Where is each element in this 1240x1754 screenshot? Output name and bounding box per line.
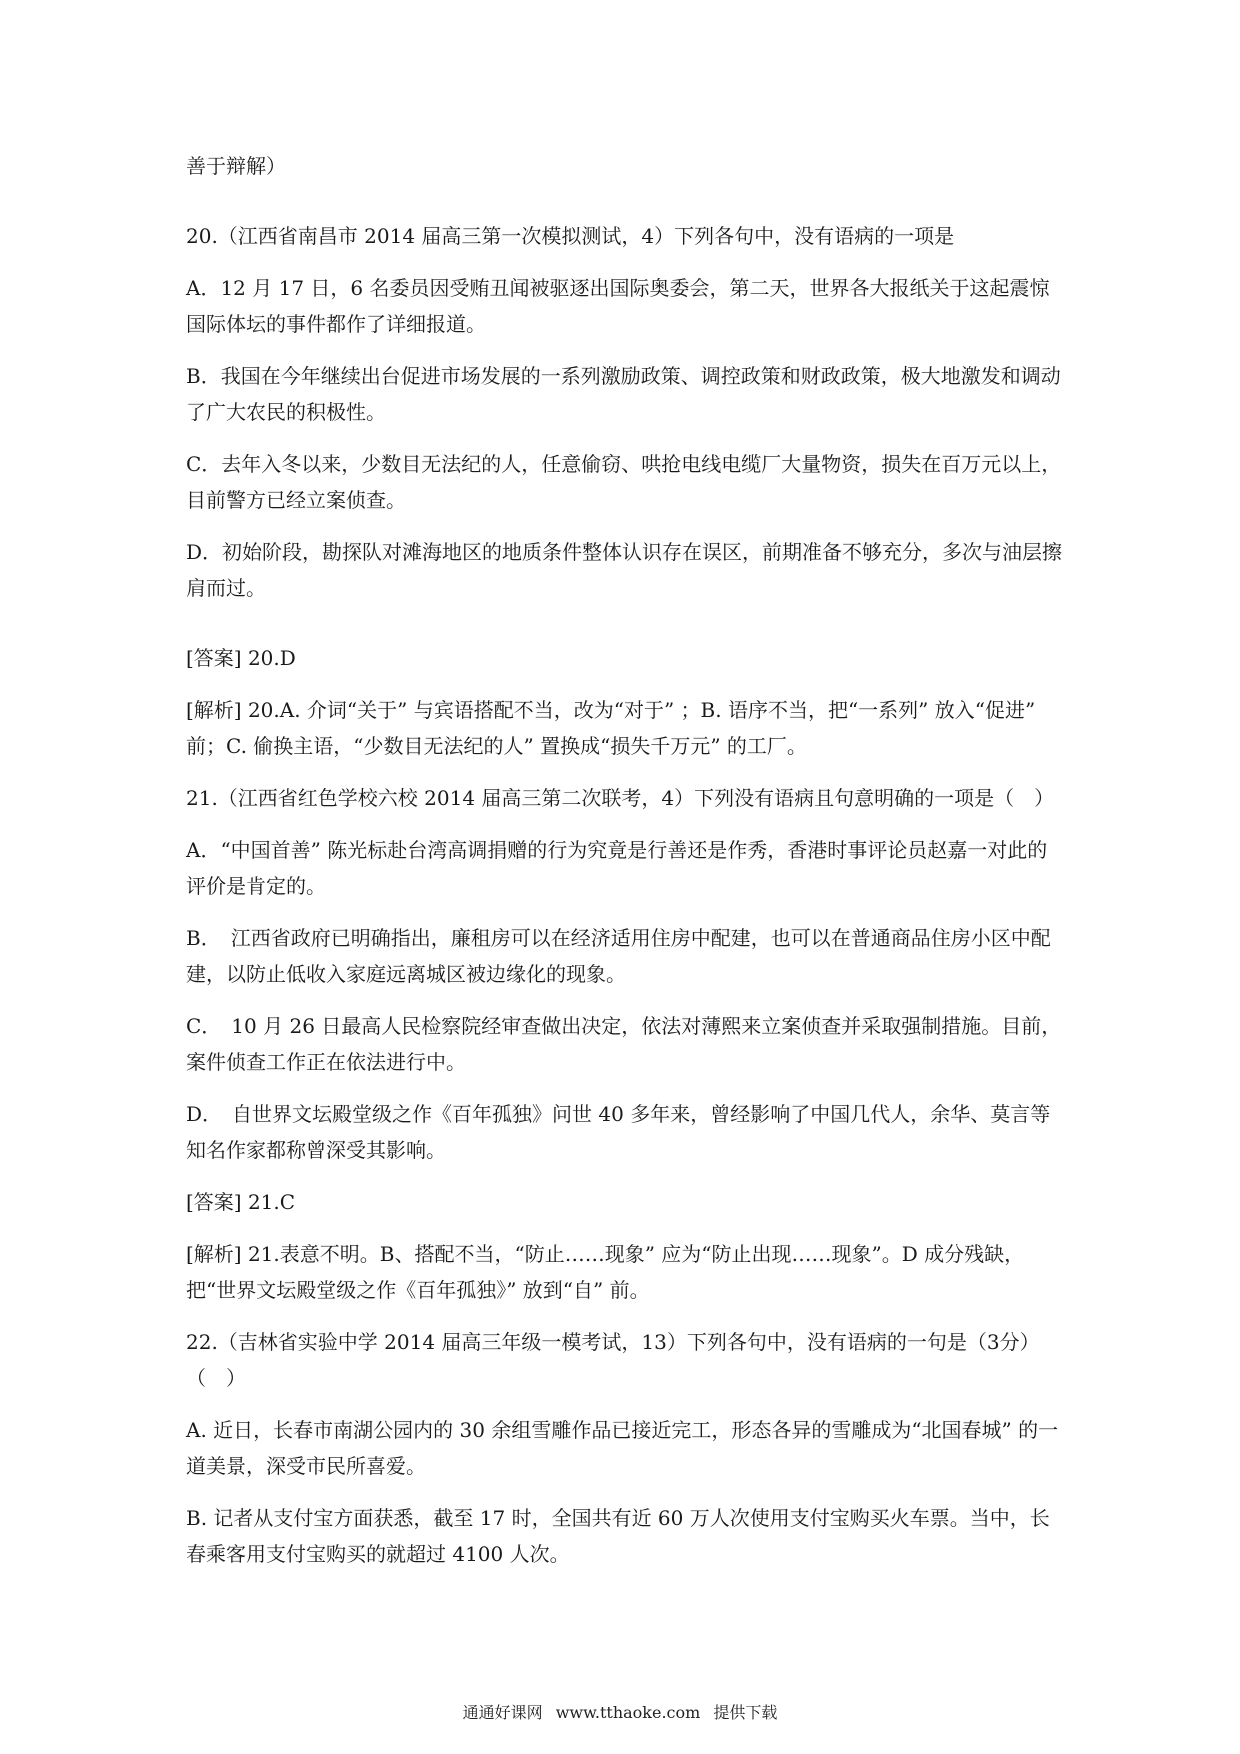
question-21-answer: [答案] 21.C: [186, 1190, 296, 1214]
question-21-option-d: D． 自世界文坛殿堂级之作《百年孤独》问世 40 多年来，曾经影响了中国几代人，余华、莫言等知名作家都称曾深受其影响。: [186, 1102, 1051, 1162]
question-21-stem: 21.（江西省红色学校六校 2014 届高三第二次联考，4）下列没有语病且句意明确的一项是（ ）: [186, 786, 1055, 810]
question-21-option-a: A．“中国首善” 陈光标赴台湾高调捐赠的行为究竟是行善还是作秀，香港时事评论员赵嘉一对此的评价是肯定的。: [186, 838, 1048, 898]
question-20-stem: 20.（江西省南昌市 2014 届高三第一次模拟测试，4）下列各句中，没有语病的一项是: [186, 224, 955, 248]
question-21-option-b: B． 江西省政府已明确指出，廉租房可以在经济适用住房中配建，也可以在普通商品住房小区中配建，以防止低收入家庭远离城区被边缘化的现象。: [186, 926, 1051, 986]
paragraph-fragment: 善于辩解）: [186, 154, 286, 178]
question-22-option-b: B. 记者从支付宝方面获悉，截至 17 时，全国共有近 60 万人次使用支付宝购买火车票。当中，长春乘客用支付宝购买的就超过 4100 人次。: [186, 1506, 1050, 1566]
document-body: [186, 148, 1066, 1588]
footer-site-name: 通通好课网: [462, 1703, 543, 1722]
question-20-answer: [答案] 20.D: [186, 646, 296, 670]
question-21-option-c: C． 10 月 26 日最高人民检察院经审查做出决定，依法对薄熙来立案侦查并采取强制措施。目前，案件侦查工作正在依法进行中。: [186, 1014, 1062, 1074]
question-20-explanation: [解析] 20.A. 介词“关于” 与宾语搭配不当，改为“对于” ；B. 语序不当，把“一系列” 放入“促进” 前；C. 偷换主语，“少数目无法纪的人” 置换成“损失千万元” 的工厂。: [186, 698, 1036, 758]
question-20-option-a: A．12 月 17 日，6 名委员因受贿丑闻被驱逐出国际奥委会，第二天，世界各大报纸关于这起震惊国际体坛的事件都作了详细报道。: [186, 276, 1050, 336]
question-20-option-b: B．我国在今年继续出台促进市场发展的一系列激励政策、调控政策和财政政策，极大地激发和调动了广大农民的积极性。: [186, 364, 1061, 424]
page-footer: [0, 1700, 1240, 1723]
question-20-option-c: C．去年入冬以来，少数目无法纪的人，任意偷窃、哄抢电线电缆厂大量物资，损失在百万元以上，目前警方已经立案侦查。: [186, 452, 1062, 512]
footer-note: 提供下载: [713, 1703, 778, 1722]
question-21-explanation: [解析] 21.表意不明。B、搭配不当，“防止……现象” 应为“防止出现……现象”。D 成分残缺，把“世界文坛殿堂级之作《百年孤独》” 放到“自” 前。: [186, 1242, 1025, 1302]
footer-url[interactable]: www.tthaoke.com: [555, 1703, 701, 1722]
question-22-stem: 22.（吉林省实验中学 2014 届高三年级一模考试，13）下列各句中，没有语病的一句是（3分）（ ）: [186, 1330, 1040, 1390]
question-20-option-d: D．初始阶段，勘探队对滩海地区的地质条件整体认识存在误区，前期准备不够充分，多次与油层擦肩而过。: [186, 540, 1063, 600]
question-22-option-a: A. 近日，长春市南湖公园内的 30 余组雪雕作品已接近完工，形态各异的雪雕成为“北国春城” 的一道美景，深受市民所喜爱。: [186, 1418, 1059, 1478]
